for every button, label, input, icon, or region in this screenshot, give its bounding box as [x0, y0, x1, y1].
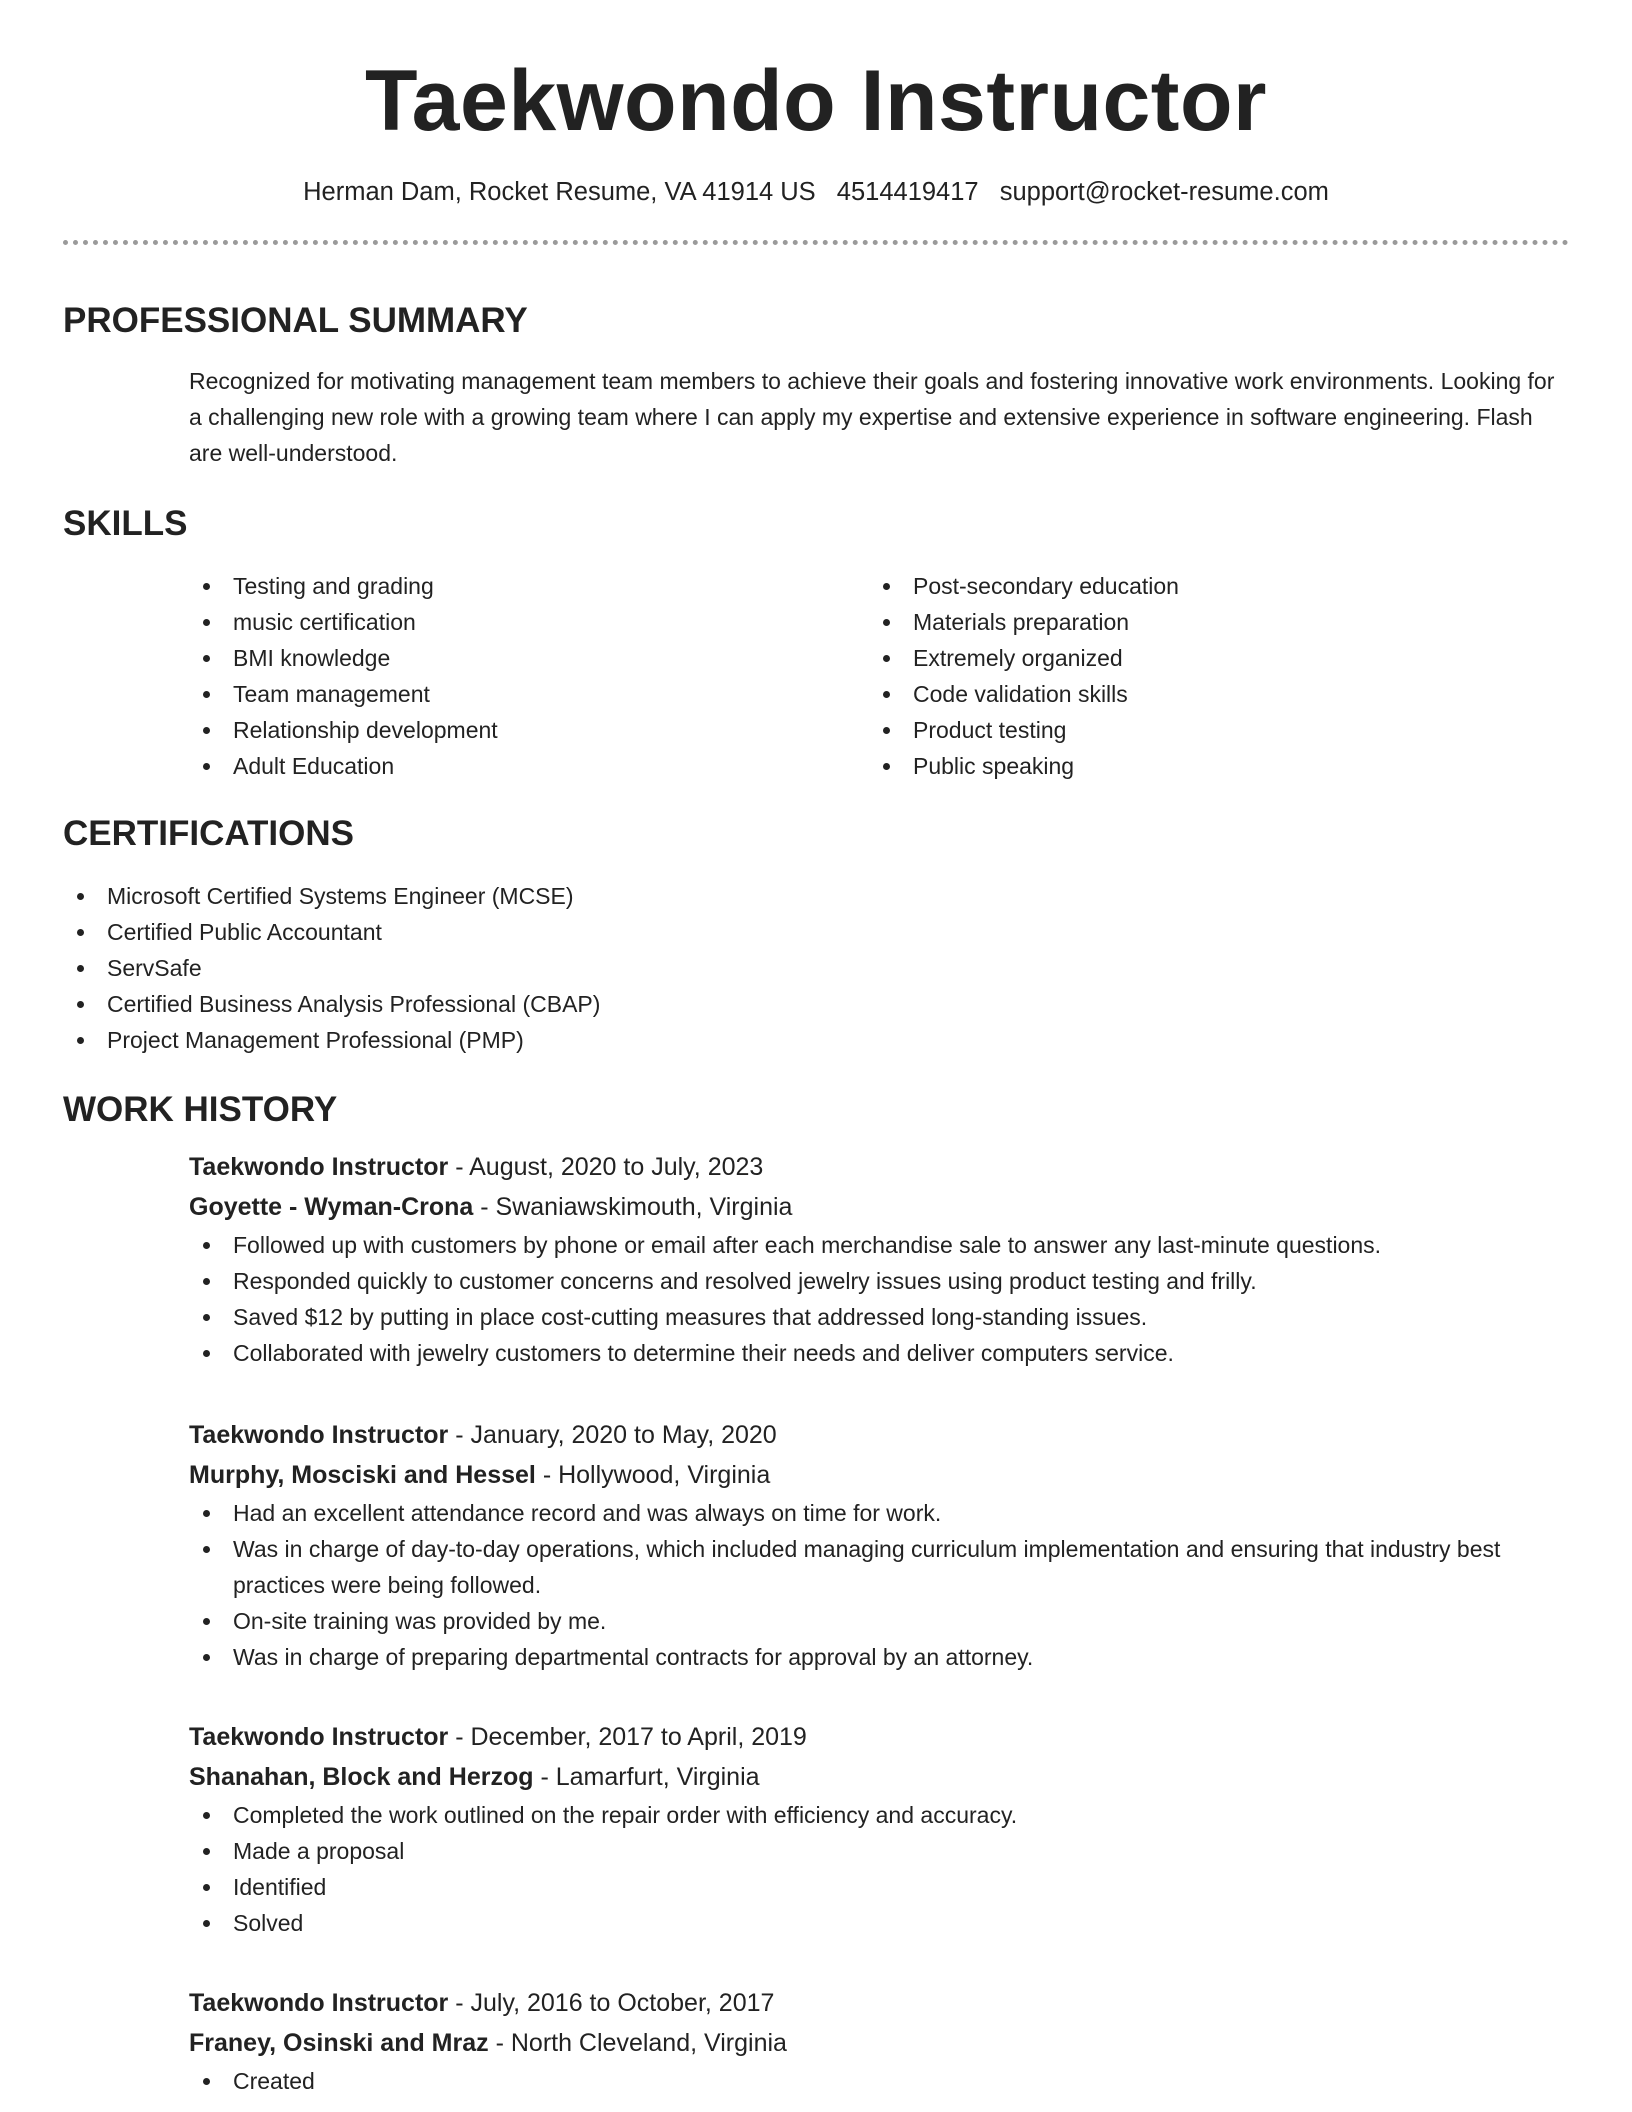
skills-heading: SKILLS — [63, 504, 188, 543]
job-title: Taekwondo Instructor — [189, 1153, 449, 1181]
job-title: Taekwondo Instructor — [189, 1989, 449, 2017]
skill-item: music certification — [189, 604, 869, 640]
job-dates: - January, 2020 to May, 2020 — [448, 1421, 777, 1449]
contact-email: support@rocket-resume.com — [999, 178, 1329, 206]
job-title-line — [189, 1717, 1569, 1757]
job-company: Franey, Osinski and Mraz — [189, 2029, 489, 2057]
job-bullet: Was in charge of day-to-day operations, which included managing curriculum implementation and ensuring that industry best practices were being followed. — [189, 1531, 1569, 1603]
job-entry — [189, 1147, 1569, 1371]
skill-item: Testing and grading — [189, 568, 869, 604]
work-history-heading: WORK HISTORY — [63, 1090, 338, 1129]
summary-section — [63, 303, 1569, 471]
job-bullet: Was in charge of preparing departmental contracts for approval by an attorney. — [189, 1639, 1569, 1675]
certifications-list — [63, 878, 1569, 1058]
jobs-container — [189, 1147, 1569, 2099]
certification-item: ServSafe — [63, 950, 1569, 986]
job-location: - Lamarfurt, Virginia — [533, 1763, 760, 1791]
skill-item: Public speaking — [869, 748, 1549, 784]
certification-item: Microsoft Certified Systems Engineer (MCSE) — [63, 878, 1569, 914]
certifications-section — [63, 816, 1569, 1058]
certification-item: Certified Business Analysis Professional (CBAP) — [63, 986, 1569, 1022]
skills-right-list — [869, 568, 1549, 784]
skill-item: Materials preparation — [869, 604, 1549, 640]
job-title: Taekwondo Instructor — [189, 1723, 449, 1751]
skills-left-column — [189, 568, 869, 784]
certification-item: Certified Public Accountant — [63, 914, 1569, 950]
job-bullet: Identified — [189, 1869, 1569, 1905]
job-bullet: Made a proposal — [189, 1833, 1569, 1869]
skills-right-column — [869, 568, 1549, 784]
job-company-line — [189, 2023, 1569, 2063]
job-company: Murphy, Mosciski and Hessel — [189, 1461, 536, 1489]
job-company: Goyette - Wyman-Crona — [189, 1193, 474, 1221]
job-bullets — [189, 1495, 1569, 1675]
job-bullet: On-site training was provided by me. — [189, 1603, 1569, 1639]
work-history-section — [63, 1092, 1569, 2099]
header-divider — [63, 240, 1569, 245]
skill-item: Extremely organized — [869, 640, 1549, 676]
job-bullets — [189, 1797, 1569, 1941]
job-dates: - August, 2020 to July, 2023 — [448, 1153, 764, 1181]
job-company-line — [189, 1187, 1569, 1227]
summary-heading: PROFESSIONAL SUMMARY — [63, 301, 528, 340]
job-company-line — [189, 1757, 1569, 1797]
skills-columns — [189, 568, 1569, 784]
skill-item: Code validation skills — [869, 676, 1549, 712]
job-bullet: Saved $12 by putting in place cost-cutting measures that addressed long-standing issues. — [189, 1299, 1569, 1335]
contact-address: Herman Dam, Rocket Resume, VA 41914 US — [303, 178, 816, 206]
skill-item: Adult Education — [189, 748, 869, 784]
job-title-line — [189, 1983, 1569, 2023]
job-entry — [189, 1983, 1569, 2099]
skill-item: Relationship development — [189, 712, 869, 748]
job-bullet: Responded quickly to customer concerns and resolved jewelry issues using product testing and frilly. — [189, 1263, 1569, 1299]
job-bullet: Solved — [189, 1905, 1569, 1941]
job-location: - Swaniawskimouth, Virginia — [473, 1193, 793, 1221]
job-location: - Hollywood, Virginia — [535, 1461, 771, 1489]
skill-item: Team management — [189, 676, 869, 712]
job-location: - North Cleveland, Virginia — [488, 2029, 787, 2057]
skills-section — [63, 506, 1569, 784]
job-bullet: Had an excellent attendance record and was always on time for work. — [189, 1495, 1569, 1531]
job-company-line — [189, 1455, 1569, 1495]
contact-line — [63, 180, 1569, 206]
job-bullet: Followed up with customers by phone or email after each merchandise sale to answer any last-minute questions. — [189, 1227, 1569, 1263]
contact-phone: 4514419417 — [836, 178, 979, 206]
job-company: Shanahan, Block and Herzog — [189, 1763, 534, 1791]
skill-item: Product testing — [869, 712, 1549, 748]
job-title: Taekwondo Instructor — [189, 1421, 449, 1449]
job-title-line — [189, 1147, 1569, 1187]
job-bullets — [189, 1227, 1569, 1371]
skills-left-list — [189, 568, 869, 784]
job-dates: - July, 2016 to October, 2017 — [448, 1989, 775, 2017]
certification-item: Project Management Professional (PMP) — [63, 1022, 1569, 1058]
job-title-line — [189, 1415, 1569, 1455]
skill-item: Post-secondary education — [869, 568, 1549, 604]
summary-text: Recognized for motivating management team members to achieve their goals and fostering innovative work environments. Looking for a challenging new role with a growing team where I can apply my expertise and extensive experience in software engineering. Flash are well-understood. — [189, 368, 1555, 466]
job-entry — [189, 1717, 1569, 1941]
job-bullet: Completed the work outlined on the repair order with efficiency and accuracy. — [189, 1797, 1569, 1833]
job-bullet: Created — [189, 2063, 1569, 2099]
skill-item: BMI knowledge — [189, 640, 869, 676]
job-entry — [189, 1415, 1569, 1675]
job-bullets — [189, 2063, 1569, 2099]
resume-title: Taekwondo Instructor — [365, 53, 1267, 149]
job-bullet: Collaborated with jewelry customers to determine their needs and deliver computers service. — [189, 1335, 1569, 1371]
job-dates: - December, 2017 to April, 2019 — [448, 1723, 807, 1751]
certifications-heading: CERTIFICATIONS — [63, 814, 355, 853]
